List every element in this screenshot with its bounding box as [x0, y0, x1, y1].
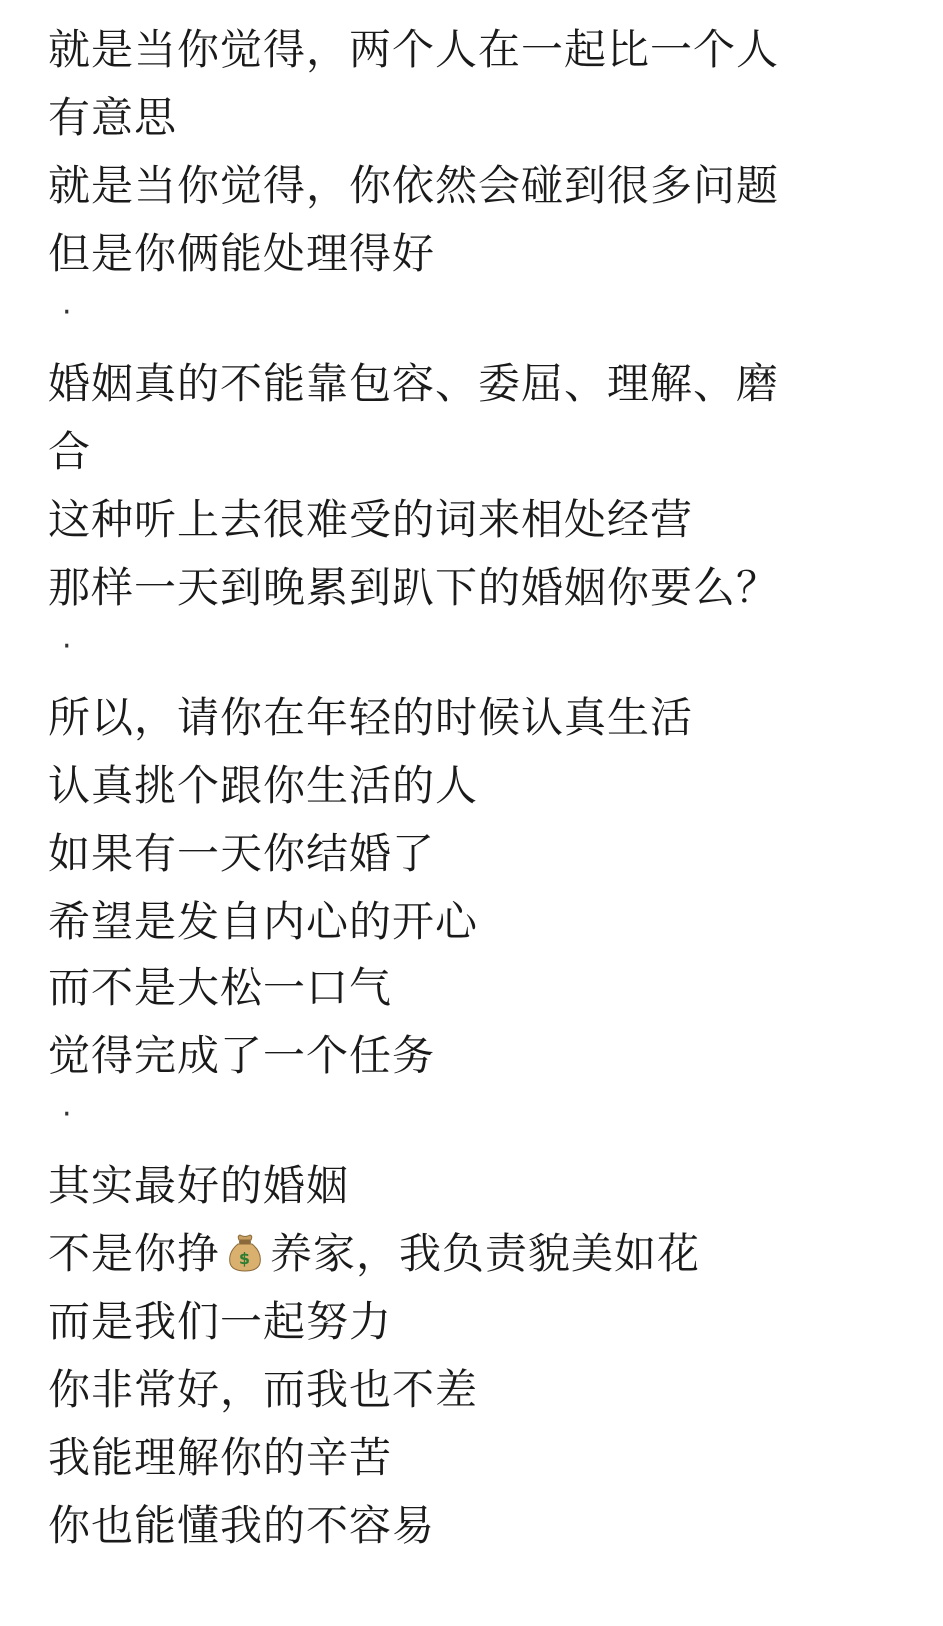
separator-dot: · [62, 629, 72, 664]
text-line: 觉得完成了一个任务 [48, 1031, 436, 1080]
text-line: 而是我们一起努力 [48, 1297, 393, 1346]
text-line: 有意思 [48, 93, 178, 142]
text-line: 你也能懂我的不容易 [48, 1501, 436, 1550]
text-line: 认真挑个跟你生活的人 [48, 761, 479, 810]
svg-text:$: $ [238, 1249, 252, 1268]
text-segment: 不是你挣 [48, 1229, 221, 1278]
text-line: 那样一天到晚累到趴下的婚姻你要么？ [48, 563, 780, 612]
text-line: 所以，请你在年轻的时候认真生活 [48, 693, 694, 742]
text-line: 就是当你觉得，你依然会碰到很多问题 [48, 161, 780, 210]
money-bag-icon [224, 1232, 266, 1274]
text-line: 婚姻真的不能靠包容、委屈、理解、磨 [48, 359, 780, 408]
text-line: 而不是大松一口气 [48, 963, 393, 1012]
text-line: 如果有一天你结婚了 [48, 829, 436, 878]
text-line: 就是当你觉得，两个人在一起比一个人 [48, 25, 780, 74]
separator-dot: · [62, 1097, 72, 1132]
text-line: 这种听上去很难受的词来相处经营 [48, 495, 694, 544]
text-line: 你非常好，而我也不差 [48, 1365, 479, 1414]
separator-dot: · [62, 295, 72, 330]
text-line-with-emoji [48, 1228, 928, 1280]
text-segment: 养家，我负责貌美如花 [270, 1229, 701, 1278]
text-line: 我能理解你的辛苦 [48, 1433, 393, 1482]
text-line: 希望是发自内心的开心 [48, 897, 479, 946]
text-line: 其实最好的婚姻 [48, 1161, 350, 1210]
text-line: 但是你俩能处理得好 [48, 229, 436, 278]
text-line: 合 [48, 427, 92, 476]
